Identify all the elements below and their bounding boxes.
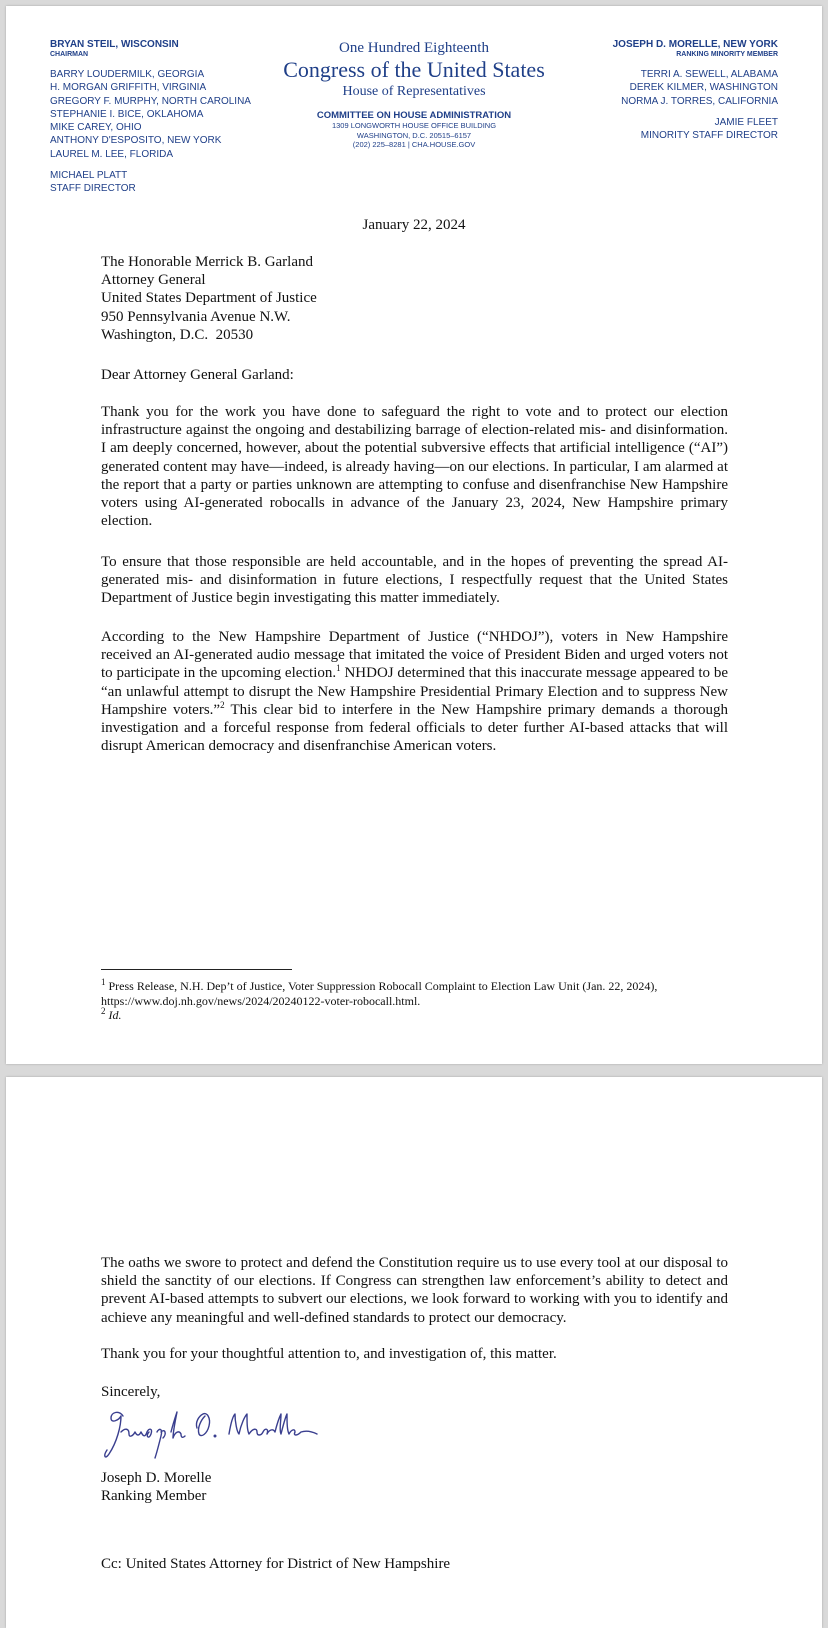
staff-director-name: MICHAEL PLATT [50, 170, 128, 182]
recipient-address [101, 253, 728, 344]
minority-staff-director-name: JAMIE FLEET [714, 116, 778, 128]
minority-members-list [613, 68, 778, 108]
majority-member: H. MORGAN GRIFFITH, VIRGINIA [50, 82, 207, 94]
committee-address-line1: 1309 LONGWORTH HOUSE OFFICE BUILDING [331, 121, 497, 130]
paragraph-4: The oaths we swore to protect and defend the Constitution require us to use every tool at our disposal to shield the sanctity of our elections. If Congress can strengthen law enforcement’s ability to detect and prevent AI-based attempts to subvert our elections, we look forward to working with you to identify and achieve any meaningful and well-defined standards to protect our democracy. [101, 1255, 728, 1326]
paragraph-1: Thank you for the work you have done to safeguard the right to vote and to protect our election infrastructure against the ongoing and destabilizing barrage of election-related mis- and disinformation. I am deeply concerned, however, about the potential subversive effects that artificial intelligence (“AI”) generated content may have—indeed, is already having—on our elections. In particular, I am alarmed at the report that a party or parties unknown are attempting to confuse and disenfranchise New Hampshire voters using AI-generated robocalls in advance of the January 23, 2024, New Hampshire primary election. [101, 404, 728, 530]
footnote-1-text: Press Release, N.H. Dep’t of Justice, Voter Suppression Robocall Complaint to Election Law Unit (Jan. 22, 2024), https://www.doj.nh.gov/news/2024/20240122-voter-robocall.html. [101, 979, 658, 1008]
footnote-2-text: Id. [108, 1008, 122, 1022]
paragraph-5: Thank you for your thoughtful attention to, and investigation of, this matter. [101, 1346, 557, 1362]
majority-member: ANTHONY D'ESPOSITO, NEW YORK [50, 135, 222, 147]
recipient-line: Washington, D.C. 20530 [101, 326, 254, 343]
minority-staff-director-title: MINORITY STAFF DIRECTOR [640, 130, 778, 142]
recipient-line: United States Department of Justice [101, 290, 317, 307]
signer-name: Joseph D. Morelle [101, 1470, 212, 1486]
letter-page-1 [6, 6, 822, 1064]
letterhead-minority-column [613, 39, 778, 150]
congress-title: Congress of the United States [283, 57, 545, 82]
majority-member: MIKE CAREY, OHIO [50, 122, 142, 134]
letter-date: January 22, 2024 [362, 217, 466, 233]
committee-address-line2: WASHINGTON, D.C. 20515–6157 [356, 130, 472, 140]
majority-member: GREGORY F. MURPHY, NORTH CAROLINA [50, 95, 251, 107]
house-name: House of Representatives [342, 84, 486, 99]
salutation: Dear Attorney General Garland: [101, 367, 294, 383]
closing: Sincerely, [101, 1384, 161, 1400]
footnote-divider [101, 969, 292, 970]
staff-director-title: STAFF DIRECTOR [50, 183, 136, 195]
handwritten-signature [101, 1402, 321, 1464]
chairman-title: CHAIRMAN [50, 51, 89, 58]
paragraph-2: To ensure that those responsible are held accountable, and in the hopes of preventing the spread AI-generated mis- and disinformation in future elections, I respectfully request that the United States Department of Justice begin investigating this matter immediately. [101, 554, 728, 607]
footnote-ref-2[interactable]: 2 [220, 699, 225, 710]
recipient-line: The Honorable Merrick B. Garland [101, 254, 314, 270]
minority-member: NORMA J. TORRES, CALIFORNIA [621, 95, 778, 107]
minority-member: DEREK KILMER, WASHINGTON [629, 82, 778, 94]
footnote-2 [101, 1008, 728, 1023]
paragraph-3-part-a: According to the New Hampshire Department of Justice (“NHDOJ”), voters in New Hampshire received an AI-generated audio message that imitated the voice of President Biden and urged voters not to participate in the upcoming election. [101, 629, 728, 682]
minority-member: TERRI A. SEWELL, ALABAMA [640, 69, 778, 80]
paragraph-3-part-c: This clear bid to interfere in the New Hampshire primary demands a thorough investigation and a forceful response from federal officials to deter further AI-based attacks that will disrupt American democracy and disenfranchise American voters. [101, 701, 728, 755]
majority-member: BARRY LOUDERMILK, GEORGIA [50, 69, 205, 80]
footnote-1 [101, 979, 728, 1008]
paragraph-3 [101, 628, 728, 755]
recipient-line: 950 Pennsylvania Avenue N.W. [101, 308, 291, 325]
majority-member: STEPHANIE I. BICE, OKLAHOMA [50, 108, 204, 120]
committee-name: COMMITTEE ON HOUSE ADMINISTRATION [316, 110, 512, 121]
signer-block [101, 1469, 728, 1505]
majority-staff-block [50, 169, 251, 196]
letter-page-2 [6, 1077, 822, 1628]
ranking-member-name: JOSEPH D. MORELLE, NEW YORK [612, 39, 778, 50]
footnote-2-number: 2 [101, 1006, 106, 1016]
congress-number: One Hundred Eighteenth [339, 40, 489, 56]
recipient-line: Attorney General [101, 272, 206, 289]
majority-member: LAUREL M. LEE, FLORIDA [50, 148, 173, 160]
ranking-member-title: RANKING MINORITY MEMBER [676, 51, 778, 58]
footnote-ref-1[interactable]: 1 [336, 663, 341, 674]
cc-line: Cc: United States Attorney for District of New Hampshire [101, 1556, 451, 1572]
paragraph-3-part-b: NHDOJ determined that this inaccurate message appeared to be “an unlawful attempt to disrupt the New Hampshire Presidential Primary Election and to suppress New Hampshire voters.” [101, 665, 728, 718]
signer-title: Ranking Member [101, 1488, 207, 1505]
chairman-name: BRYAN STEIL, WISCONSIN [50, 39, 179, 50]
footnotes [101, 979, 728, 1023]
minority-staff-block [613, 116, 778, 143]
committee-contact: (202) 225–8281 | CHA.HOUSE.GOV [352, 140, 476, 149]
footnote-1-number: 1 [101, 977, 106, 987]
